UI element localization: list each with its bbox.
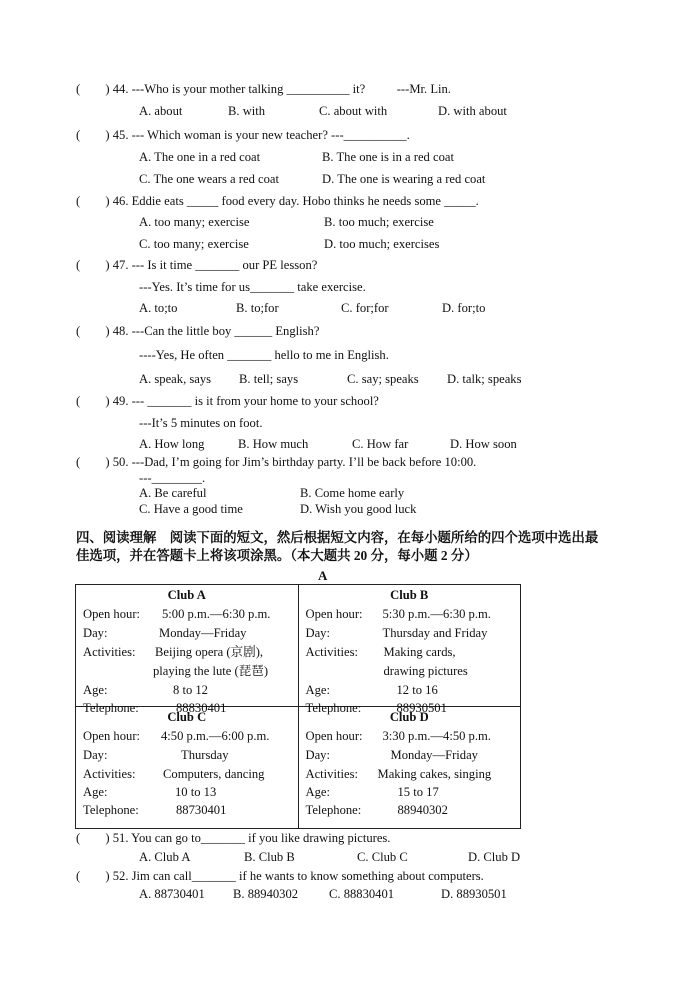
q50-option-b: B. Come home early — [300, 486, 405, 500]
club-b-open-hour: 5:30 p.m.—6:30 p.m. — [382, 607, 491, 621]
club-b-cell — [298, 585, 521, 715]
q51-option-a: A. Club A — [139, 850, 191, 864]
question-49-stem: ( ) 49. --- _______ is it from your home to your school? — [76, 394, 379, 408]
q50-option-a: A. Be careful — [139, 486, 207, 500]
question-52-stem: ( ) 52. Jim can call_______ if he wants to know something about computers. — [76, 869, 484, 883]
question-44-stem: ( ) 44. ---Who is your mother talking __________ it? ---Mr. Lin. — [76, 82, 451, 96]
club-d-cell — [298, 707, 521, 829]
q45-option-a: A. The one in a red coat — [139, 150, 261, 164]
club-d-age: 15 to 17 — [397, 785, 439, 799]
q45-option-c: C. The one wears a red coat — [139, 172, 279, 186]
q49-option-a: A. How long — [139, 437, 205, 451]
q52-option-b: B. 88940302 — [233, 887, 299, 901]
q44-option-d: D. with about — [438, 104, 507, 118]
q48-option-b: B. tell; says — [239, 372, 299, 386]
club-b-activity-1: Making cards, — [383, 645, 456, 659]
section-heading-line2: 佳选项，并在答题卡上将该项涂黑。（本大题共 20 分，每小题 2 分） — [76, 548, 478, 563]
q47-option-c: C. for;for — [341, 301, 389, 315]
club-a-activity-1: Beijing opera (京剧), — [155, 645, 264, 659]
question-50-reply: ---________. — [139, 471, 206, 485]
q52-option-a: A. 88730401 — [139, 887, 205, 901]
club-c-activity-1: Computers, dancing — [163, 767, 265, 781]
club-b-open-label: Open hour: — [305, 607, 363, 621]
q46-option-a: A. too many; exercise — [139, 215, 250, 229]
passage-label: A — [318, 568, 328, 583]
q50-option-c: C. Have a good time — [139, 502, 243, 516]
club-b-activity-2: drawing pictures — [383, 664, 468, 678]
question-48-reply: ----Yes, He often _______ hello to me in English. — [139, 348, 389, 362]
club-c-open-label: Open hour: — [83, 729, 141, 743]
club-c-name: Club C — [167, 710, 207, 724]
club-b-day: Thursday and Friday — [382, 626, 488, 640]
club-d-open-hour: 3:30 p.m.—4:50 p.m. — [382, 729, 491, 743]
club-b-activities-label: Activities: — [305, 645, 358, 659]
club-c-day: Thursday — [181, 748, 229, 762]
question-45-stem: ( ) 45. --- Which woman is your new teacher? ---__________. — [76, 128, 410, 142]
club-d-name: Club D — [389, 710, 429, 724]
club-c-telephone: 88730401 — [176, 803, 227, 817]
club-b-age: 12 to 16 — [396, 683, 438, 697]
q44-option-b: B. with — [228, 104, 266, 118]
question-51-stem: ( ) 51. You can go to_______ if you like drawing pictures. — [76, 831, 391, 845]
club-a-cell — [76, 585, 299, 715]
club-d-activity-1: Making cakes, singing — [377, 767, 492, 781]
question-46-stem: ( ) 46. Eddie eats _____ food every day. Hobo thinks he needs some _____. — [76, 194, 479, 208]
q51-option-c: C. Club C — [357, 850, 408, 864]
q49-option-b: B. How much — [238, 437, 309, 451]
club-a-open-hour: 5:00 p.m.—6:30 p.m. — [162, 607, 271, 621]
club-c-telephone-label: Telephone: — [83, 803, 139, 817]
q48-option-c: C. say; speaks — [347, 372, 419, 386]
q46-option-b: B. too much; exercise — [324, 215, 434, 229]
q51-option-b: B. Club B — [244, 850, 295, 864]
club-b-name: Club B — [390, 588, 429, 602]
q50-option-d: D. Wish you good luck — [300, 502, 417, 516]
q49-option-d: D. How soon — [450, 437, 517, 451]
section-heading-line1: 四、阅读理解 阅读下面的短文，然后根据短文内容，在每小题所给的四个选项中选出最 — [76, 530, 599, 545]
club-b-telephone-label: Telephone: — [305, 701, 362, 715]
club-b-telephone: 88930501 — [396, 701, 447, 715]
question-47-reply: ---Yes. It’s time for us_______ take exercise. — [139, 280, 366, 294]
question-48-stem: ( ) 48. ---Can the little boy ______ English? — [76, 324, 320, 338]
club-a-day-label: Day: — [83, 626, 108, 640]
club-a-name: Club A — [167, 588, 206, 602]
club-d-age-label: Age: — [305, 785, 330, 799]
q51-option-d: D. Club D — [468, 850, 521, 864]
club-d-activities-label: Activities: — [305, 767, 358, 781]
club-d-telephone-label: Telephone: — [305, 803, 362, 817]
club-d-open-label: Open hour: — [305, 729, 363, 743]
club-d-day-label: Day: — [305, 748, 330, 762]
q49-option-c: C. How far — [352, 437, 409, 451]
q48-option-d: D. talk; speaks — [447, 372, 522, 386]
club-a-age-label: Age: — [83, 683, 108, 697]
club-d-day: Monday—Friday — [390, 748, 478, 762]
q45-option-b: B. The one is in a red coat — [322, 150, 454, 164]
q45-option-d: D. The one is wearing a red coat — [322, 172, 486, 186]
club-c-age-label: Age: — [83, 785, 108, 799]
q52-option-c: C. 88830401 — [329, 887, 395, 901]
q47-option-a: A. to;to — [139, 301, 178, 315]
q52-option-d: D. 88930501 — [441, 887, 507, 901]
q44-option-c: C. about with — [319, 104, 388, 118]
club-c-activities-label: Activities: — [83, 767, 136, 781]
club-c-cell — [76, 707, 299, 829]
club-a-activity-2: playing the lute (琵琶) — [153, 664, 269, 678]
club-a-activities-label: Activities: — [83, 645, 136, 659]
club-b-age-label: Age: — [305, 683, 330, 697]
club-b-day-label: Day: — [305, 626, 330, 640]
club-d-telephone: 88940302 — [397, 803, 448, 817]
q44-option-a: A. about — [139, 104, 183, 118]
q46-option-d: D. too much; exercises — [324, 237, 440, 251]
q46-option-c: C. too many; exercise — [139, 237, 249, 251]
club-a-telephone: 88830401 — [176, 701, 227, 715]
club-c-age: 10 to 13 — [175, 785, 217, 799]
club-a-age: 8 to 12 — [173, 683, 208, 697]
q47-option-d: D. for;to — [442, 301, 486, 315]
club-c-open-hour: 4:50 p.m.—6:00 p.m. — [161, 729, 270, 743]
q48-option-a: A. speak, says — [139, 372, 212, 386]
question-49-reply: ---It’s 5 minutes on foot. — [139, 416, 263, 430]
club-a-day: Monday—Friday — [159, 626, 247, 640]
question-50-stem: ( ) 50. ---Dad, I’m going for Jim’s birthday party. I’ll be back before 10:00. — [76, 455, 477, 469]
club-a-open-label: Open hour: — [83, 607, 141, 621]
club-a-telephone-label: Telephone: — [83, 701, 139, 715]
question-47-stem: ( ) 47. --- Is it time _______ our PE lesson? — [76, 258, 318, 272]
q47-option-b: B. to;for — [236, 301, 279, 315]
clubs-table — [75, 584, 521, 829]
club-c-day-label: Day: — [83, 748, 108, 762]
